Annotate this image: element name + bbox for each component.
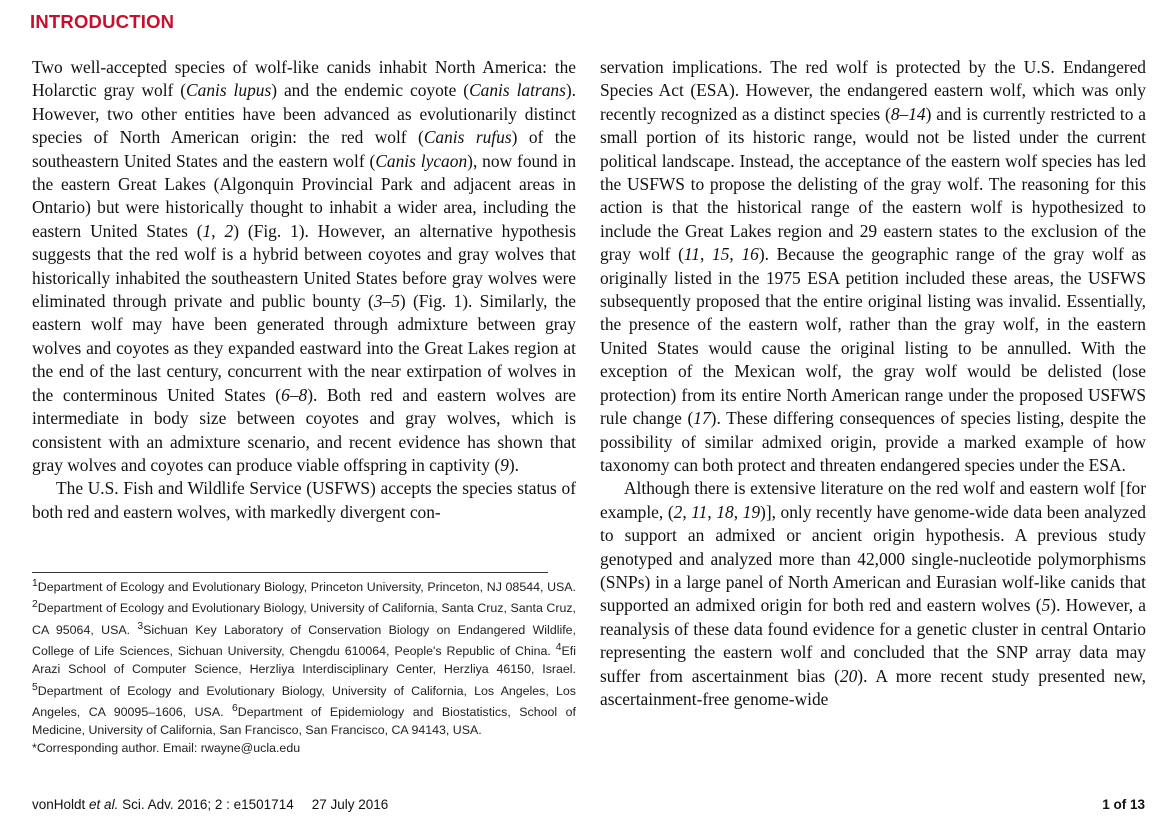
- page-number: 1 of 13: [1102, 797, 1145, 812]
- citation-ref[interactable]: 20: [839, 665, 858, 686]
- citation-ref[interactable]: 17: [693, 408, 711, 429]
- citation-ref[interactable]: 2: [224, 220, 234, 241]
- intro-paragraph-2-start: The U.S. Fish and Wildlife Service (USFWS) accepts the species status of both red and eastern wolves, with markedly divergent con-: [32, 478, 576, 522]
- affiliation-list: $^1$Department of Ecology and Evolutionary Biology, Princeton University, Princeton, NJ 08544, USA. $^2$Department of Ecology and Evolutionary Biology, University of California, Santa Cruz, Santa Cruz, CA 95064, USA. $^3$Sichuan Key Laboratory of Conservation Biology on Endangered Wildlife, College of Life Sciences, Sichuan University, Chengdu 610064, People's Republic of China. $^4$Efi Arazi School of Computer Science, Herzliya Interdisciplinary Center, Herzliya 46150, Israel. $^5$Department of Ecology and Evolutionary Biology, University of California, Los Angeles, Los Angeles, CA 90095–1606, USA. $^6$Department of Epidemiology and Biostatistics, School of Medicine, University of California, San Francisco, San Francisco, CA 94143, USA.: [32, 578, 576, 738]
- citation-ref[interactable]: 2: [673, 501, 683, 522]
- citation-ref[interactable]: 5: [1041, 595, 1051, 616]
- left-column: [32, 56, 576, 524]
- citation-ref[interactable]: 18: [716, 501, 734, 522]
- intro-paragraph-2-cont: servation implications. The red wolf is protected by the U.S. Endangered Species Act (ESA). However, the endangered eastern wolf, which was only recently recognized as a distinct species (8–14) and is currently restricted to a small portion of its historic range, would not be listed under the current political landscape. Instead, the acceptance of the eastern wolf species has led the USFWS to propose the delisting of the gray wolf. The reasoning for this action is that the historical range of the eastern wolf is hypothesized to include the Great Lakes region and 29 eastern states to the exclusion of the gray wolf (11, 15, 16). Because the geographic range of the gray wolf as originally listed in the 1975 ESA petition included these areas, the USFWS subsequently proposed that the entire original listing was invalid. Essentially, the presence of the eastern wolf, rather than the gray wolf, in the eastern United States would cause the original listing to be annulled. With the exception of the Mexican wolf, the gray wolf would be delisted (lose protection) from its entire North American range under the proposed USFWS rule change (17). These differing consequences of species listing, despite the possibility of similar admixed origin, provide a marked example of how taxonomy can both protect and threaten endangered species under the ESA.: [600, 57, 1146, 475]
- citation-ref[interactable]: 11: [683, 244, 701, 265]
- citation-ref[interactable]: 6–8: [281, 384, 308, 405]
- citation-ref[interactable]: 16: [741, 244, 759, 265]
- footer-citation: vonHoldt et al. Sci. Adv. 2016; 2 : e1501714 27 July 2016: [32, 797, 389, 812]
- citation-ref[interactable]: 9: [500, 454, 509, 475]
- citation-ref[interactable]: 11: [691, 501, 708, 522]
- footer-date: 27 July 2016: [311, 797, 389, 812]
- corresponding-author: *Corresponding author. Email: rwayne@ucla.edu: [32, 741, 301, 756]
- intro-paragraph-1: Two well-accepted species of wolf-like canids inhabit North America: the Holarctic gray wolf (Canis lupus) and the endemic coyote (Canis latrans). However, two other entities have been advanced as evolutionarily distinct species of North American origin: the red wolf (Canis rufus) of the southeastern United States and the eastern wolf (Canis lycaon), now found in the eastern Great Lakes (Algonquin Provincial Park and adjacent areas in Ontario) but were historically thought to inhabit a wider area, including the eastern United States (1, 2) (Fig. 1). However, an alternative hypothesis suggests that the red wolf is a hybrid between coyotes and gray wolves that historically inhabited the southeastern United States before gray wolves were eliminated through private and public bounty (3–5) (Fig. 1). Similarly, the eastern wolf may have been generated through admixture between gray wolves and coyotes as they expanded eastward into the Great Lakes region at the end of the last century, concurrent with the near extirpation of wolves in the conterminous United States (6–8). Both red and eastern wolves are intermediate in body size between coyotes and gray wolves, which is consistent with an admixture scenario, and recent evidence has shown that gray wolves and coyotes can produce viable offspring in captivity (9).: [32, 57, 577, 475]
- section-heading: INTRODUCTION: [30, 11, 175, 32]
- citation-ref[interactable]: 15: [712, 244, 730, 265]
- footnote-divider: [32, 572, 548, 573]
- citation-ref[interactable]: 3–5: [373, 291, 400, 312]
- affiliations-footnote: [32, 575, 576, 758]
- citation-ref[interactable]: 19: [742, 501, 761, 522]
- citation-ref[interactable]: 8–14: [890, 103, 926, 124]
- right-column: [600, 56, 1146, 711]
- citation-ref[interactable]: 1: [202, 220, 212, 241]
- intro-paragraph-3: Although there is extensive literature on the red wolf and eastern wolf [for example, (2, 11, 18, 19)], only recently have genome-wide data been analyzed to support an admixed or ancient origin hypothesis. A previous study genotyped and analyzed more than 42,000 single-nucleotide polymorphisms (SNPs) in a large panel of North American and Eurasian wolf-like canids that supported an admixed origin for both red and eastern wolves (5). However, a reanalysis of these data found evidence for a genetic cluster in central Ontario representing the eastern wolf and concluded that the SNP array data may suffer from ascertainment bias (20). A more recent study presented new, ascertainment-free genome-wide: [600, 478, 1146, 709]
